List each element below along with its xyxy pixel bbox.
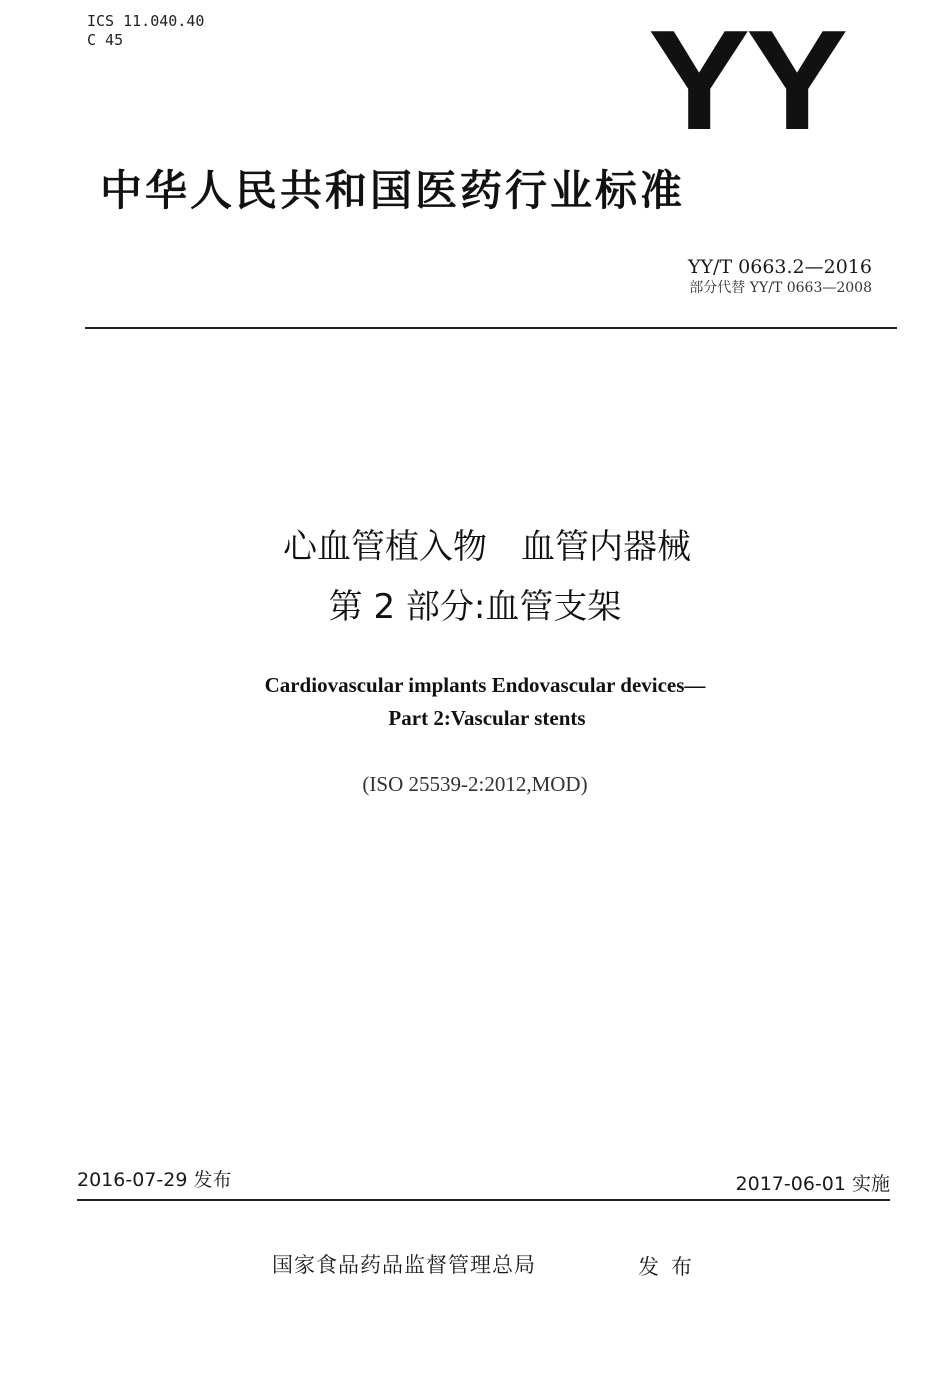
issue-date: 2016-07-29 发布	[77, 1169, 232, 1191]
header-divider	[85, 327, 897, 329]
issuing-action: 发布	[638, 1255, 704, 1279]
standard-logo: YY	[648, 1, 844, 160]
footer-divider	[77, 1199, 890, 1201]
ics-code: ICS 11.040.40	[87, 12, 205, 30]
chinese-title-line2: 第 2 部分:血管支架	[328, 587, 622, 627]
ccs-code: C 45	[87, 31, 124, 49]
english-title-line2: Part 2:Vascular stents	[388, 706, 586, 730]
classification-block	[87, 12, 204, 50]
replaces-note: 部分代替 YY/T 0663—2008	[689, 280, 872, 296]
chinese-title-line1: 心血管植入物 血管内器械	[283, 527, 691, 567]
ministry-title: 中华人民共和国医药行业标准	[100, 166, 686, 215]
issuing-authority: 国家食品药品监督管理总局	[272, 1253, 536, 1277]
standard-code: YY/T 0663.2—2016	[687, 256, 872, 278]
iso-reference: (ISO 25539-2:2012,MOD)	[362, 772, 588, 796]
english-title-line1: Cardiovascular implants Endovascular devices—	[264, 673, 706, 697]
implementation-date: 2017-06-01 实施	[735, 1173, 890, 1195]
